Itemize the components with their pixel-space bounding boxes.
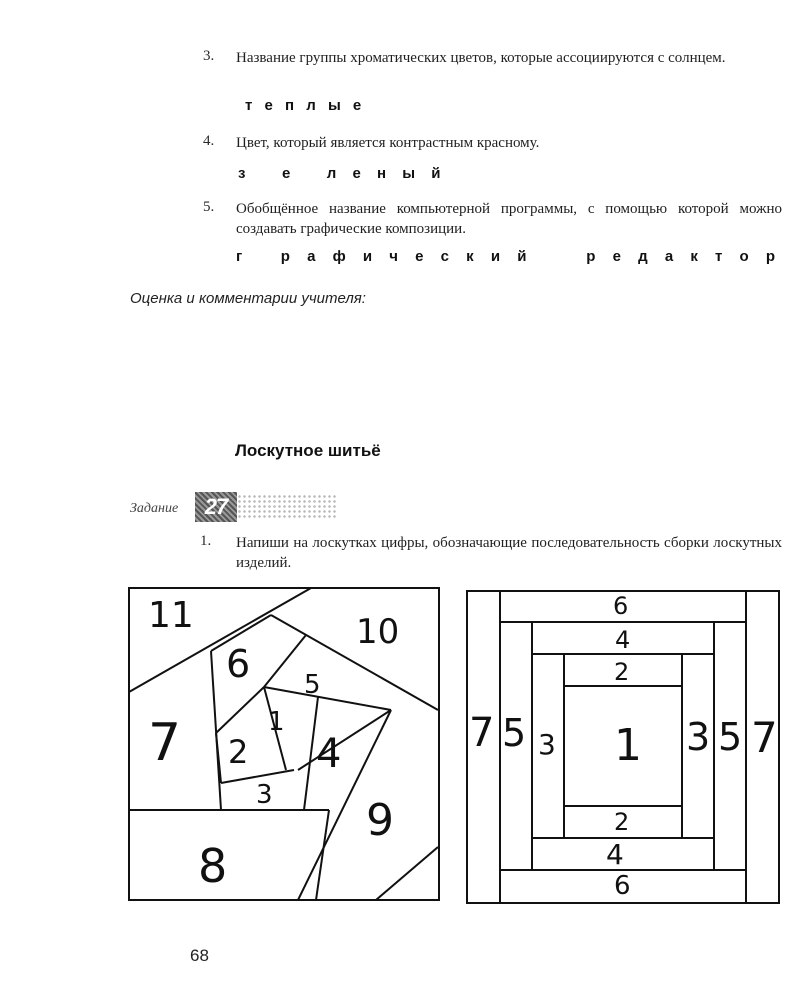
question-5-answer: г р а ф и ч е с к и й р е д а к т о р	[236, 248, 782, 265]
left-patch-11: 11	[148, 595, 194, 636]
left-patchwork-diagram	[126, 585, 442, 905]
right-patch-left-7: 7	[469, 710, 495, 756]
question-4-number: 4.	[203, 133, 215, 149]
left-patch-7: 7	[148, 713, 182, 773]
left-patch-3: 3	[256, 780, 273, 810]
page-number: 68	[190, 946, 209, 965]
decorative-dot-pattern	[237, 494, 337, 520]
question-5-number: 5.	[203, 199, 215, 215]
right-patch-bottom-4: 4	[606, 838, 624, 871]
left-patch-10: 10	[356, 612, 400, 652]
left-patch-1: 1	[268, 707, 285, 737]
question-5-text: Обобщённое название компьютерной программы, с помощью которой можно создавать графические композиции.	[236, 201, 782, 237]
right-patch-bottom-6: 6	[614, 871, 631, 901]
left-patch-9: 9	[366, 795, 394, 846]
question-3-text: Название группы хроматических цветов, которые ассоциируются с солнцем.	[236, 50, 726, 66]
right-patch-bottom-2: 2	[614, 808, 630, 836]
right-patch-top-2: 2	[614, 658, 630, 686]
task-label: Задание	[130, 501, 179, 516]
left-patch-8: 8	[198, 839, 228, 893]
right-patchwork-diagram	[464, 588, 782, 906]
teacher-comment-label: Оценка и комментарии учителя:	[130, 290, 366, 307]
right-patch-center-1: 1	[614, 720, 642, 771]
question-4-text: Цвет, который является контрастным красному.	[236, 135, 540, 151]
section-title: Лоскутное шитьё	[235, 441, 381, 460]
right-patch-right-3: 3	[686, 715, 711, 759]
left-patch-5: 5	[304, 670, 321, 700]
right-patch-right-7: 7	[751, 713, 778, 762]
instruction-text: Напиши на лоскутках цифры, обозначающие последовательность сборки лоскутных изделий.	[236, 535, 782, 571]
instruction-number: 1.	[200, 533, 212, 549]
question-3-number: 3.	[203, 48, 215, 64]
right-patch-left-3: 3	[538, 728, 556, 761]
left-patch-6: 6	[226, 642, 251, 686]
right-patch-right-5: 5	[718, 715, 743, 759]
question-4-answer: з е л е н ы й	[238, 165, 447, 182]
question-3-answer: т е п л ы е	[245, 97, 366, 114]
right-patch-top-4: 4	[615, 626, 631, 654]
right-patch-top-6: 6	[613, 592, 629, 620]
right-patch-left-5: 5	[502, 711, 527, 755]
task-number-badge: 27	[195, 492, 237, 522]
left-patch-2: 2	[228, 733, 249, 771]
left-patch-4: 4	[316, 731, 342, 777]
